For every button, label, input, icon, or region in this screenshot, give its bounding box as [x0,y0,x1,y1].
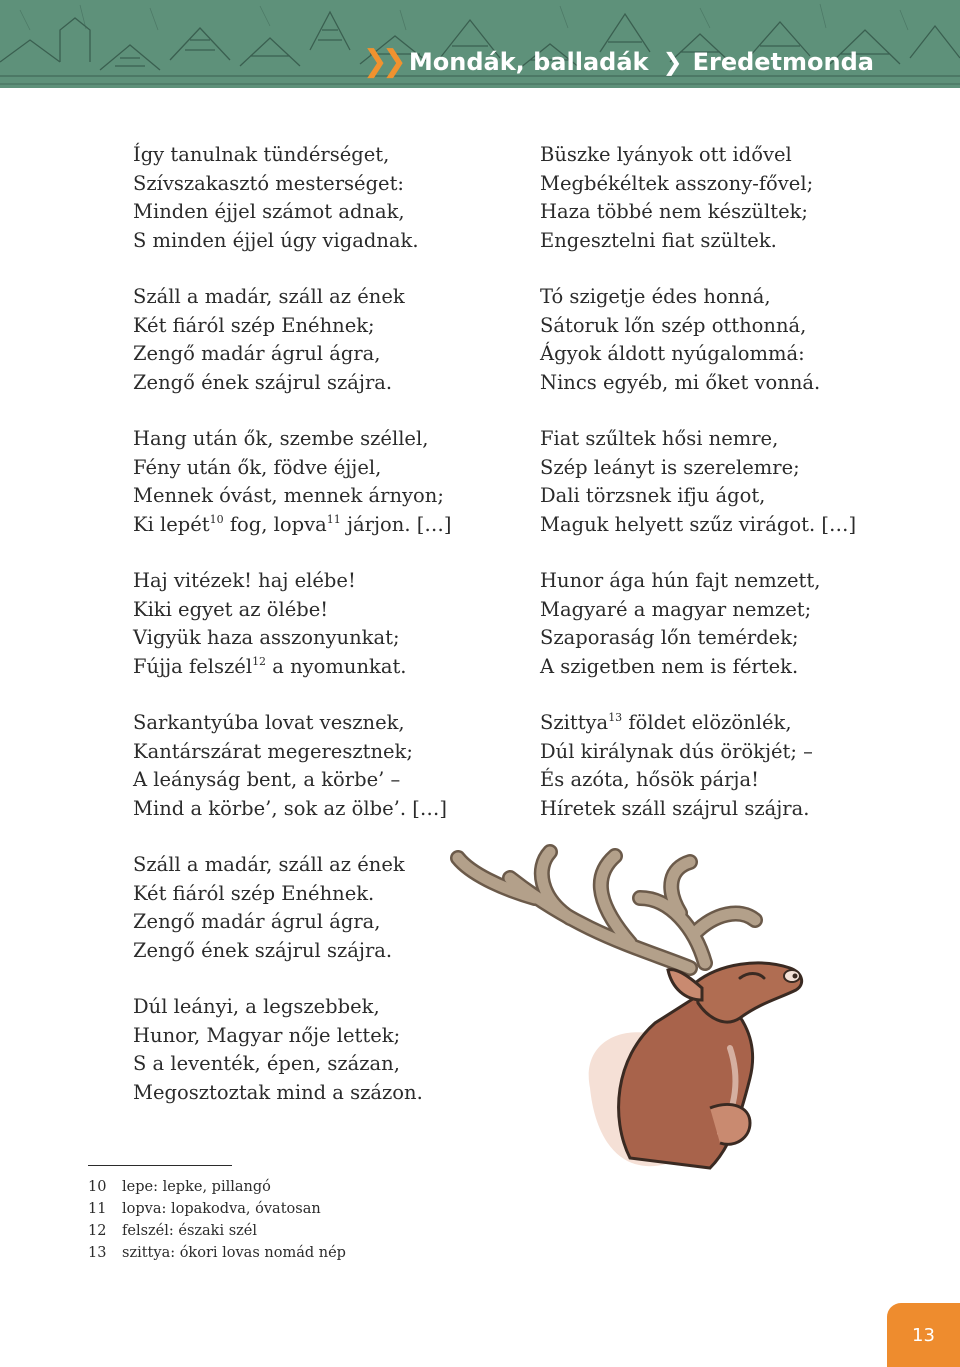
poem-line: Dali törzsnek ifju ágot, [540,484,766,507]
poem-line: Megosztoztak mind a százon. [133,1080,423,1104]
poem-line: Dúl leányi, a legszebbek, [133,995,380,1018]
footnote-text: felszél: északi szél [122,1223,258,1239]
poem-line: Hunor ága hún fajt nemzett, [540,569,821,592]
stanza [133,141,513,255]
poem-line: Mind a körbe’, sok az ölbe’. […] [133,796,447,820]
poem-line: Szaporaság lőn temérdek; [540,626,799,649]
poem-line: És azóta, hősök párja! [540,768,759,791]
footnote-divider [88,1165,232,1166]
poem-line: Nincs egyéb, mi őket vonná. [540,370,821,394]
footnote-ref: 11 [326,512,341,526]
stanza [133,425,513,539]
line-text: fog, lopva [223,512,327,536]
footnote-text: lepe: lepke, pillangó [122,1179,271,1195]
line-text: Ki lepét [133,512,210,536]
poem-line: Szívszakasztó mesterséget: [133,171,405,195]
poem-line: S a leventék, épen, százan, [133,1052,400,1075]
footnote-number: 10 [88,1179,107,1195]
poem-line: Megbékéltek asszony-fővel; [540,171,814,195]
header-title [363,44,874,79]
line-text: Szittya [540,711,609,734]
poem-line: Zengő ének szájrul szájra. [133,370,393,394]
line-text: járjon. […] [340,512,452,536]
stanza [540,283,940,397]
poem-line: Hang után ők, szembe széllel, [133,427,429,450]
stanza [540,567,940,681]
poem-line: Hunor, Magyar nője lettek; [133,1023,401,1047]
footnote [88,1242,346,1264]
poem-line: Két fiáról szép Enéhnek. [133,881,375,905]
poem-line [540,709,940,738]
poem-line: Szép leányt is szerelemre; [540,455,800,479]
poem-line: Száll a madár, száll az ének [133,285,405,308]
footnote-number: 12 [88,1223,107,1239]
line-text: a nyomunkat. [266,654,407,678]
stanza [540,141,940,255]
poem-line: Vigyük haza asszonyunkat; [133,626,400,649]
section-title: Mondák, balladák [408,47,649,76]
footnote-number: 13 [88,1245,107,1261]
footnotes [88,1176,346,1264]
poem-line: Kantárszárat megeresztnek; [133,739,413,763]
poem-line: Zengő madár ágrul ágra, [133,910,381,933]
poem-line: Magyaré a magyar nemzet; [540,597,812,621]
poem-line: Két fiáról szép Enéhnek; [133,313,375,337]
chevron-right-icon: ❯ [662,47,683,76]
header-banner [0,0,960,88]
poem-line: Így tanulnak tündérséget, [133,143,390,166]
poem-line: A leányság bent, a körbe’ – [133,768,401,791]
stanza [133,567,513,681]
stag-illustration [440,838,820,1178]
footnote [88,1176,346,1198]
footnote [88,1220,346,1242]
poem-line: Kiki egyet az ölébe! [133,597,329,621]
double-chevron-icon: ❯❯ [362,44,401,79]
poem-line: A szigetben nem is fértek. [540,654,799,678]
poem-line [133,653,513,682]
poem-line: Tó szigetje édes honná, [540,285,771,308]
poem-right-column [540,141,940,851]
poem-line: Híretek száll szájrul szájra. [540,796,810,820]
stanza [540,709,940,823]
footnote-ref: 13 [608,711,623,724]
poem-line: Száll a madár, száll az ének [133,853,405,876]
poem-line: Dúl királynak dús örökjét; – [540,739,813,763]
footnote-ref: 12 [252,654,267,668]
poem-line: S minden éjjel úgy vigadnak. [133,228,419,252]
poem-line: Sátoruk lőn szép otthonná, [540,313,807,337]
subsection-title: Eredetmonda [692,47,874,76]
poem-line: Fény után ők, födve éjjel, [133,455,382,479]
poem-line: Engesztelni fiat szültek. [540,228,777,252]
line-text: földet elözönlék, [622,711,792,734]
poem-line: Zengő madár ágrul ágra, [133,342,381,365]
poem-line: Maguk helyett szűz virágot. […] [540,512,857,536]
poem-line [133,511,513,540]
poem-line: Minden éjjel számot adnak, [133,200,405,223]
footnote [88,1198,346,1220]
footnote-text: szittya: ókori lovas nomád nép [122,1245,346,1261]
footnote-number: 11 [88,1201,107,1217]
line-text: Fújja felszél [133,654,253,678]
stanza [540,425,940,539]
footnote-ref: 10 [209,512,224,526]
poem-line: Sarkantyúba lovat vesznek, [133,711,405,734]
poem-line: Haza többé nem készültek; [540,200,808,223]
page-number: 13 [887,1303,960,1367]
footnote-text: lopva: lopakodva, óvatosan [122,1201,321,1217]
poem-line: Ágyok áldott nyúgalommá: [540,342,805,365]
poem-line: Zengő ének szájrul szájra. [133,938,393,962]
stanza [133,709,513,823]
poem-line: Fiat szűltek hősi nemre, [540,427,779,450]
poem-line: Büszke lyányok ott idővel [540,143,792,166]
stanza [133,283,513,397]
poem-line: Mennek óvást, mennek árnyon; [133,484,444,507]
poem-line: Haj vitézek! haj elébe! [133,569,356,592]
